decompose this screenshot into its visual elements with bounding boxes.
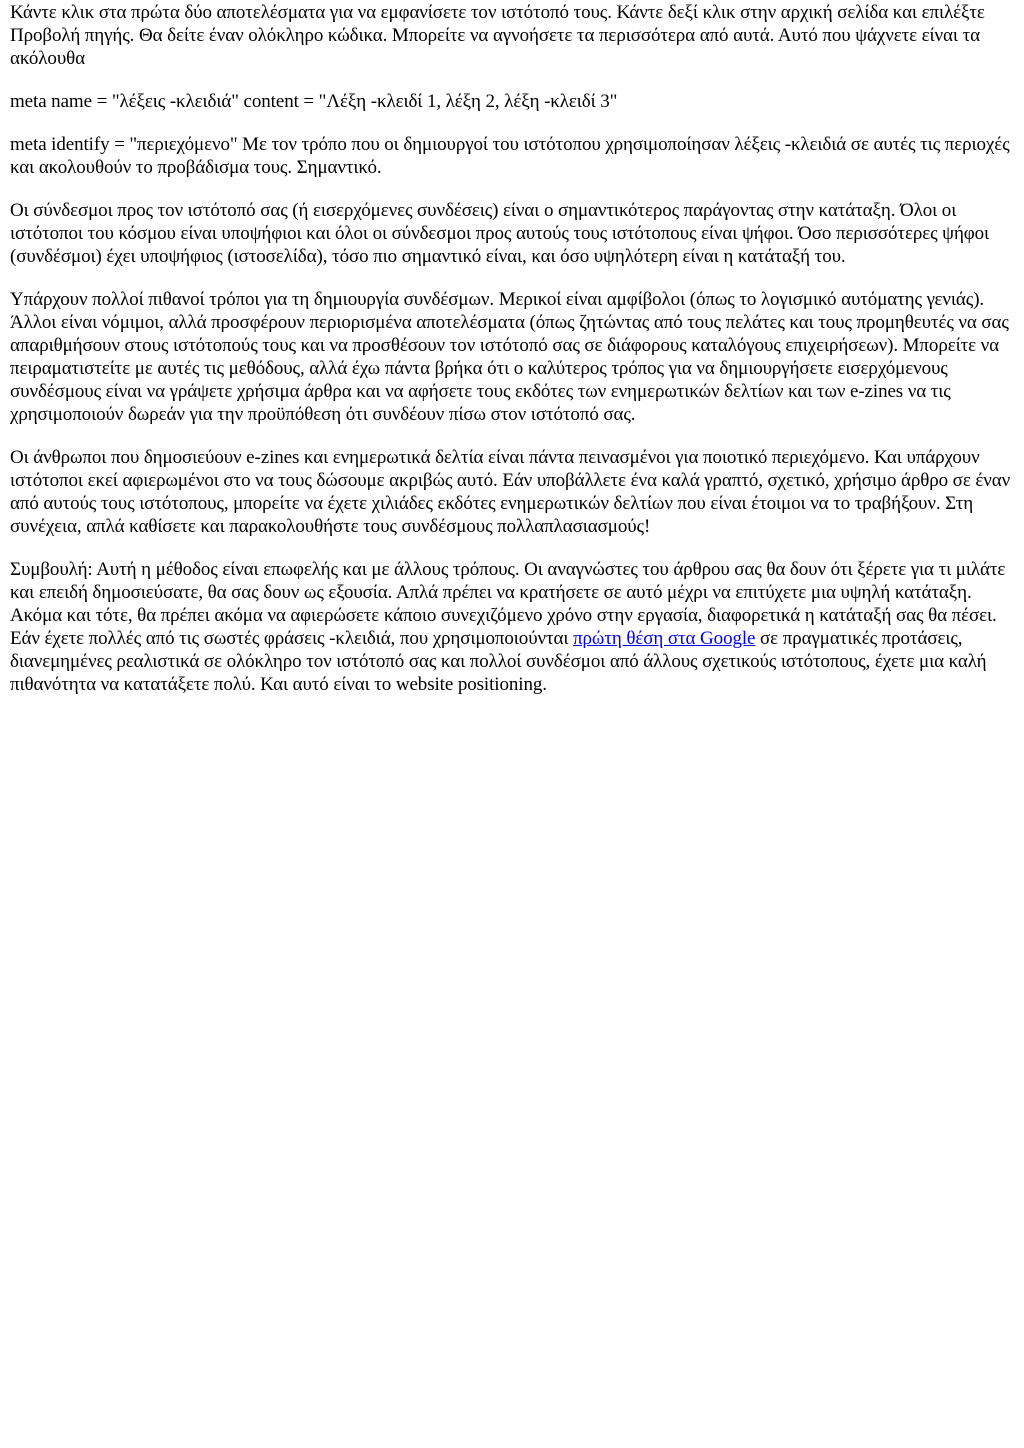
paragraph-instructions: Κάντε κλικ στα πρώτα δύο αποτελέσματα για να εμφανίσετε τον ιστότοπό τους. Κάντε δεξί κλικ στην αρχική σελίδα και επιλέξτε Προβολή πηγής. Θα δείτε έναν ολόκληρο κώδικα. Μπορείτε να αγνοήσετε τα περισσότερα από αυτά. Αυτό που ψάχνετε είναι τα ακόλουθα xyxy=(10,2,985,69)
paragraph-meta-description: meta identify = "περιεχόμενο" Με τον τρόπο που οι δημιουργοί του ιστότοπου χρησιμοποίησαν λέξεις -κλειδιά σε αυτές τις περιοχές και ακολουθούν το προβάδισμα τους. Σημαντικό. xyxy=(10,134,1010,178)
paragraph-link-building: Υπάρχουν πολλοί πιθανοί τρόποι για τη δημιουργία συνδέσμων. Μερικοί είναι αμφίβολοι (όπως το λογισμικό αυτόματης γενιάς). Άλλοι είναι νόμιμοι, αλλά προσφέρουν περιορισμένα αποτελέσματα (όπως ζητώντας από τους πελάτες και τους προμηθευτές να σας απαριθμήσουν στους ιστότοπούς τους και να προσθέσουν τον ιστότοπό σας σε διάφορους καταλόγους επιχειρήσεων). Μπορείτε να πειραματιστείτε με αυτές τις μεθόδους, αλλά έχω πάντα βρήκα ότι ο καλύτερος τρόπος για να δημιουργήσετε εισερχόμενους συνδέσμους είναι να γράψετε χρήσιμα άρθρα και να αφήσετε τους εκδότες των ενημερωτικών δελτίων και των e-zines να τις χρησιμοποιούν δωρεάν για την προϋπόθεση ότι συνδέουν πίσω στον ιστότοπό σας. xyxy=(10,289,1009,425)
paragraph-inbound-links: Οι σύνδεσμοι προς τον ιστότοπό σας (ή εισερχόμενες συνδέσεις) είναι ο σημαντικότερος παράγοντας στην κατάταξη. Όλοι οι ιστότοποι του κόσμου είναι υποψήφιοι και όλοι οι σύνδεσμοι προς αυτούς τους ιστότοπους είναι ψήφοι. Όσο περισσότερες ψήφοι (συνδέσμοι) έχει υποψήφιος (ιστοσελίδα), τόσο πιο σημαντικό είναι, και όσο υψηλότερη είναι η κατάταξή του. xyxy=(10,200,990,267)
paragraph-tip xyxy=(10,558,1014,696)
tip-text-after: σε πραγματικές προτάσεις, διανεμημένες ρεαλιστικά σε ολόκληρο τον ιστότοπό σας και πολλοί συνδέσμοι από άλλους σχετικούς ιστότοπους, έχετε μια καλή πιθανότητα να κατατάξετε πολύ. Και αυτό είναι το website positioning. xyxy=(10,628,987,695)
article-body xyxy=(0,0,1024,696)
tip-text-before: Συμβουλή: Αυτή η μέθοδος είναι επωφελής και με άλλους τρόπους. Οι αναγνώστες του άρθρου σας θα δουν ότι ξέρετε για τι μιλάτε και επειδή δημοσιεύσατε, θα σας δουν ως εξουσία. Απλά πρέπει να κρατήσετε σε αυτό μέχρι να επιτύχετε μια υψηλή κατάταξη. Ακόμα και τότε, θα πρέπει ακόμα να αφιερώσετε κάποιο συνεχιζόμενο χρόνο στην εργασία, διαφορετικά η κατάταξή σας θα πέσει. Εάν έχετε πολλές από τις σωστές φράσεις -κλειδιά, που χρησιμοποιούνται xyxy=(10,559,1006,649)
paragraph-ezines: Οι άνθρωποι που δημοσιεύουν e-zines και ενημερωτικά δελτία είναι πάντα πεινασμένοι για ποιοτικό περιεχόμενο. Και υπάρχουν ιστότοποι εκεί αφιερωμένοι στο να τους δώσουμε ακριβώς αυτό. Εάν υποβάλλετε ένα καλά γραπτό, σχετικό, χρήσιμο άρθρο σε έναν από αυτούς τους ιστότοπους, μπορείτε να έχετε χιλιάδες εκδότες ενημερωτικών δελτίων που είναι έτοιμοι να το τραβήξουν. Στη συνέχεια, απλά καθίσετε και παρακολουθήστε τους συνδέσμους πολλαπλασιασμούς! xyxy=(10,447,1011,537)
paragraph-meta-keywords: meta name = "λέξεις -κλειδιά" content = "Λέξη -κλειδί 1, λέξη 2, λέξη -κλειδί 3" xyxy=(10,91,618,112)
google-first-place-link[interactable]: πρώτη θέση στα Google xyxy=(573,628,756,649)
